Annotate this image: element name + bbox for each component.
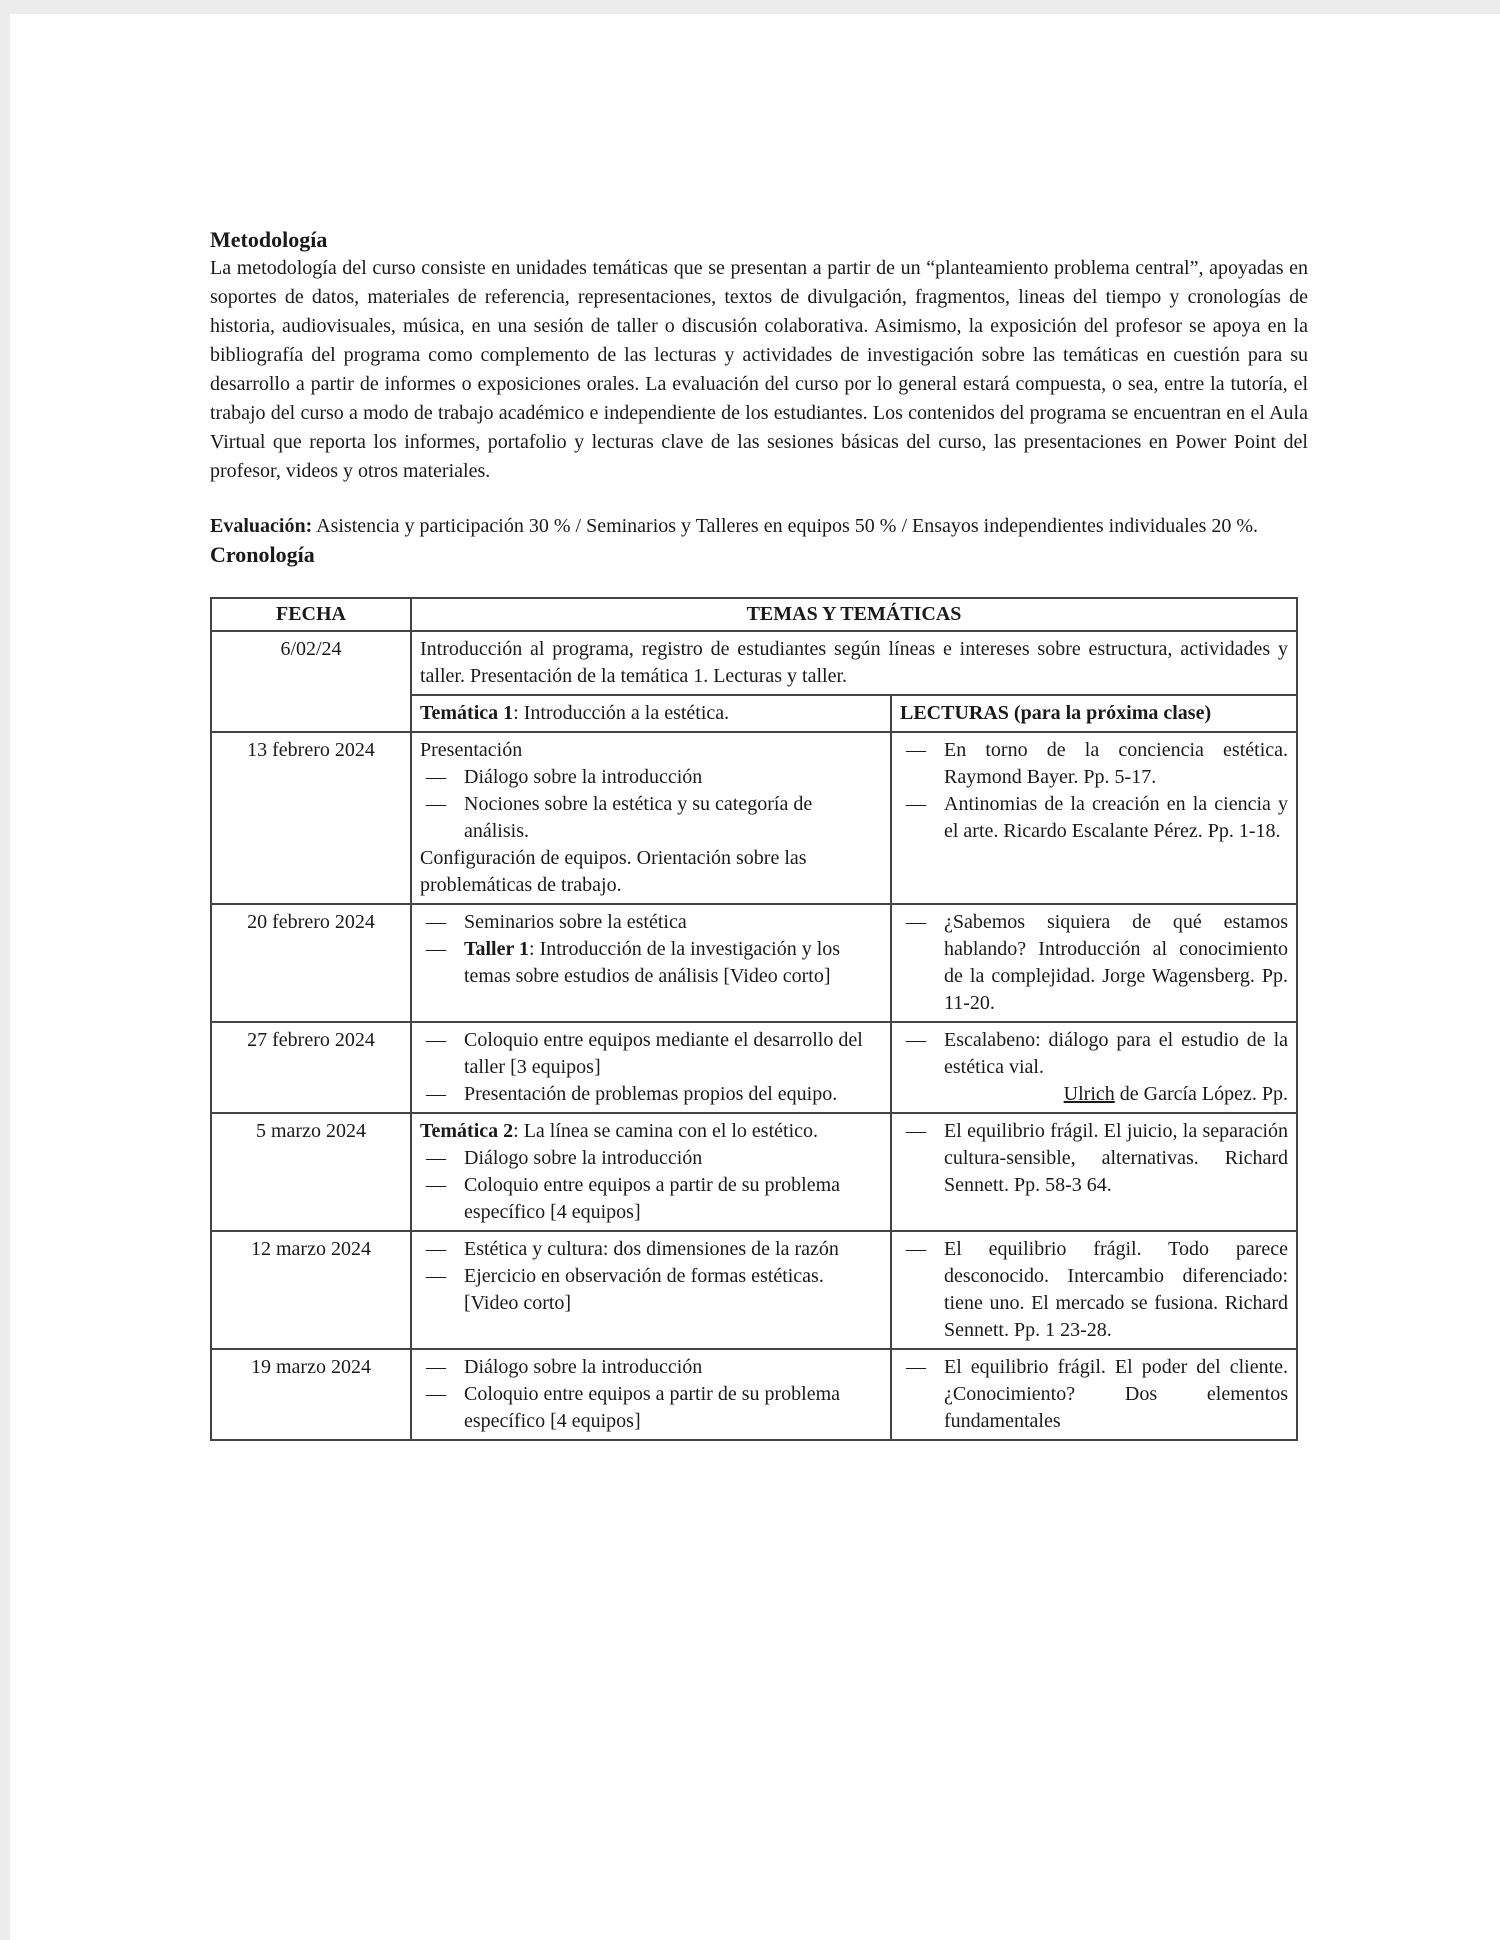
list-item: — Taller 1: Introducción de la investigación y los temas sobre estudios de análisis [Video corto] [464,936,882,990]
right-list [900,1118,1288,1199]
left-list [420,1354,882,1435]
tematica-text: : Introducción a la estética. [513,702,730,724]
header-temas: TEMAS Y TEMÁTICAS [411,598,1297,631]
table-row [211,1022,1297,1113]
row-date: 27 febrero 2024 [211,1022,411,1113]
table-header-row [211,598,1297,631]
tematica-label: Temática 1 [420,702,514,724]
underlined-word: Ulrich [1063,1083,1115,1105]
right-list [900,1354,1288,1435]
list-item: — Coloquio entre equipos a partir de su problema específico [4 equipos] [464,1172,882,1226]
evaluacion-text: Asistencia y participación 30 % / Seminarios y Talleres en equipos 50 % / Ensayos independientes individuales 20 %. [312,515,1259,537]
list-item: — Presentación de problemas propios del equipo. [464,1081,882,1108]
right-list [900,1027,1288,1081]
table-row [211,1349,1297,1440]
list-item: — El equilibrio frágil. Todo parece desconocido. Intercambio diferenciado: tiene uno. El mercado se fusiona. Richard Sennett. Pp. 1 23-28. [944,1236,1288,1344]
table-row [211,1231,1297,1349]
list-item: — Antinomias de la creación en la ciencia y el arte. Ricardo Escalante Pérez. Pp. 1-18. [944,791,1288,845]
row-right [891,695,1297,732]
cell-post: Configuración de equipos. Orientación sobre las problemáticas de trabajo. [420,847,807,896]
list-item: — Diálogo sobre la introducción [464,764,882,791]
row-date: 12 marzo 2024 [211,1231,411,1349]
lecturas-label: LECTURAS (para la próxima clase) [900,702,1212,724]
row-left [411,732,891,904]
row-left [411,1231,891,1349]
list-item: — Coloquio entre equipos a partir de su problema específico [4 equipos] [464,1381,882,1435]
row-right [891,904,1297,1022]
list-item: — El equilibrio frágil. El poder del cliente. ¿Conocimiento? Dos elementos fundamentales [944,1354,1288,1435]
row-right [891,1022,1297,1113]
row-date: 19 marzo 2024 [211,1349,411,1440]
metodologia-heading: Metodología [210,227,328,252]
row-intro: Introducción al programa, registro de estudiantes según líneas e intereses sobre estructura, actividades y taller. Presentación de la temática 1. Lecturas y taller. [411,631,1297,695]
header-fecha: FECHA [211,598,411,631]
right-list [900,1236,1288,1344]
document-content [210,226,1308,1441]
row-right [891,1113,1297,1231]
left-list [420,909,882,990]
row-date: 13 febrero 2024 [211,732,411,904]
row-right [891,1349,1297,1440]
left-list [420,1236,882,1317]
cronologia-table [210,597,1298,1441]
cell-post [900,1081,1288,1108]
left-list [420,1145,882,1226]
left-list [420,764,882,845]
list-item: — Coloquio entre equipos mediante el desarrollo del taller [3 equipos] [464,1027,882,1081]
list-item: — Ejercicio en observación de formas estéticas. [Video corto] [464,1263,882,1317]
list-item: — El equilibrio frágil. El juicio, la separación cultura-sensible, alternativas. Richard Sennett. Pp. 58-3 64. [944,1118,1288,1199]
tematica-text: : La línea se camina con el lo estético. [513,1120,819,1142]
list-item: — Escalabeno: diálogo para el estudio de la estética vial. [944,1027,1288,1081]
row-left [411,1113,891,1231]
row-left [411,1022,891,1113]
row-left [411,1349,891,1440]
cell-post-text: de García López. Pp. [1114,1083,1289,1105]
left-list [420,1027,882,1108]
right-list [900,737,1288,845]
metodologia-paragraph: La metodología del curso consiste en unidades temáticas que se presentan a partir de un “planteamiento problema central”, apoyadas en soportes de datos, materiales de referencia, representaciones, textos de divulgación, fragmentos, lineas del tiempo y cronologías de historia, audiovisuales, música, en una sesión de taller o discusión colaborativa. Asimismo, la exposición del profesor se apoya en la bibliografía del programa como complemento de las lecturas y actividades de investigación sobre las temáticas en cuestión para su desarrollo a partir de informes o exposiciones orales. La evaluación del curso por lo general estará compuesta, o sea, entre la tutoría, el trabajo del curso a modo de trabajo académico e independiente de los estudiantes. Los contenidos del programa se encuentran en el Aula Virtual que reporta los informes, portafolio y lecturas clave de las sesiones básicas del curso, las presentaciones en Power Point del profesor, videos y otros materiales. [210,257,1308,482]
row-date: 20 febrero 2024 [211,904,411,1022]
list-item: — ¿Sabemos siquiera de qué estamos hablando? Introducción al conocimiento de la complejidad. Jorge Wagensberg. Pp. 11-20. [944,909,1288,1017]
cronologia-heading: Cronología [210,542,315,567]
list-item: — Estética y cultura: dos dimensiones de la razón [464,1236,882,1263]
table-row [211,631,1297,695]
taller-label: Taller 1 [464,938,530,960]
list-item: — Seminarios sobre la estética [464,909,882,936]
list-item: — Diálogo sobre la introducción [464,1145,882,1172]
document-page [10,14,1500,1940]
evaluacion-paragraph [210,512,1308,541]
evaluacion-label: Evaluación: [210,515,313,537]
table-row [211,732,1297,904]
table-row [211,1113,1297,1231]
right-list [900,909,1288,1017]
table-row [211,904,1297,1022]
row-date: 5 marzo 2024 [211,1113,411,1231]
list-item: — Nociones sobre la estética y su categoría de análisis. [464,791,882,845]
cell-pre: Presentación [420,739,523,761]
row-left [411,904,891,1022]
list-item: — Diálogo sobre la introducción [464,1354,882,1381]
row-date: 6/02/24 [211,631,411,732]
row-right [891,732,1297,904]
tematica-label: Temática 2 [420,1120,514,1142]
cell-pre [420,1118,882,1145]
row-right [891,1231,1297,1349]
list-item: — En torno de la conciencia estética. Raymond Bayer. Pp. 5-17. [944,737,1288,791]
row-left [411,695,891,732]
